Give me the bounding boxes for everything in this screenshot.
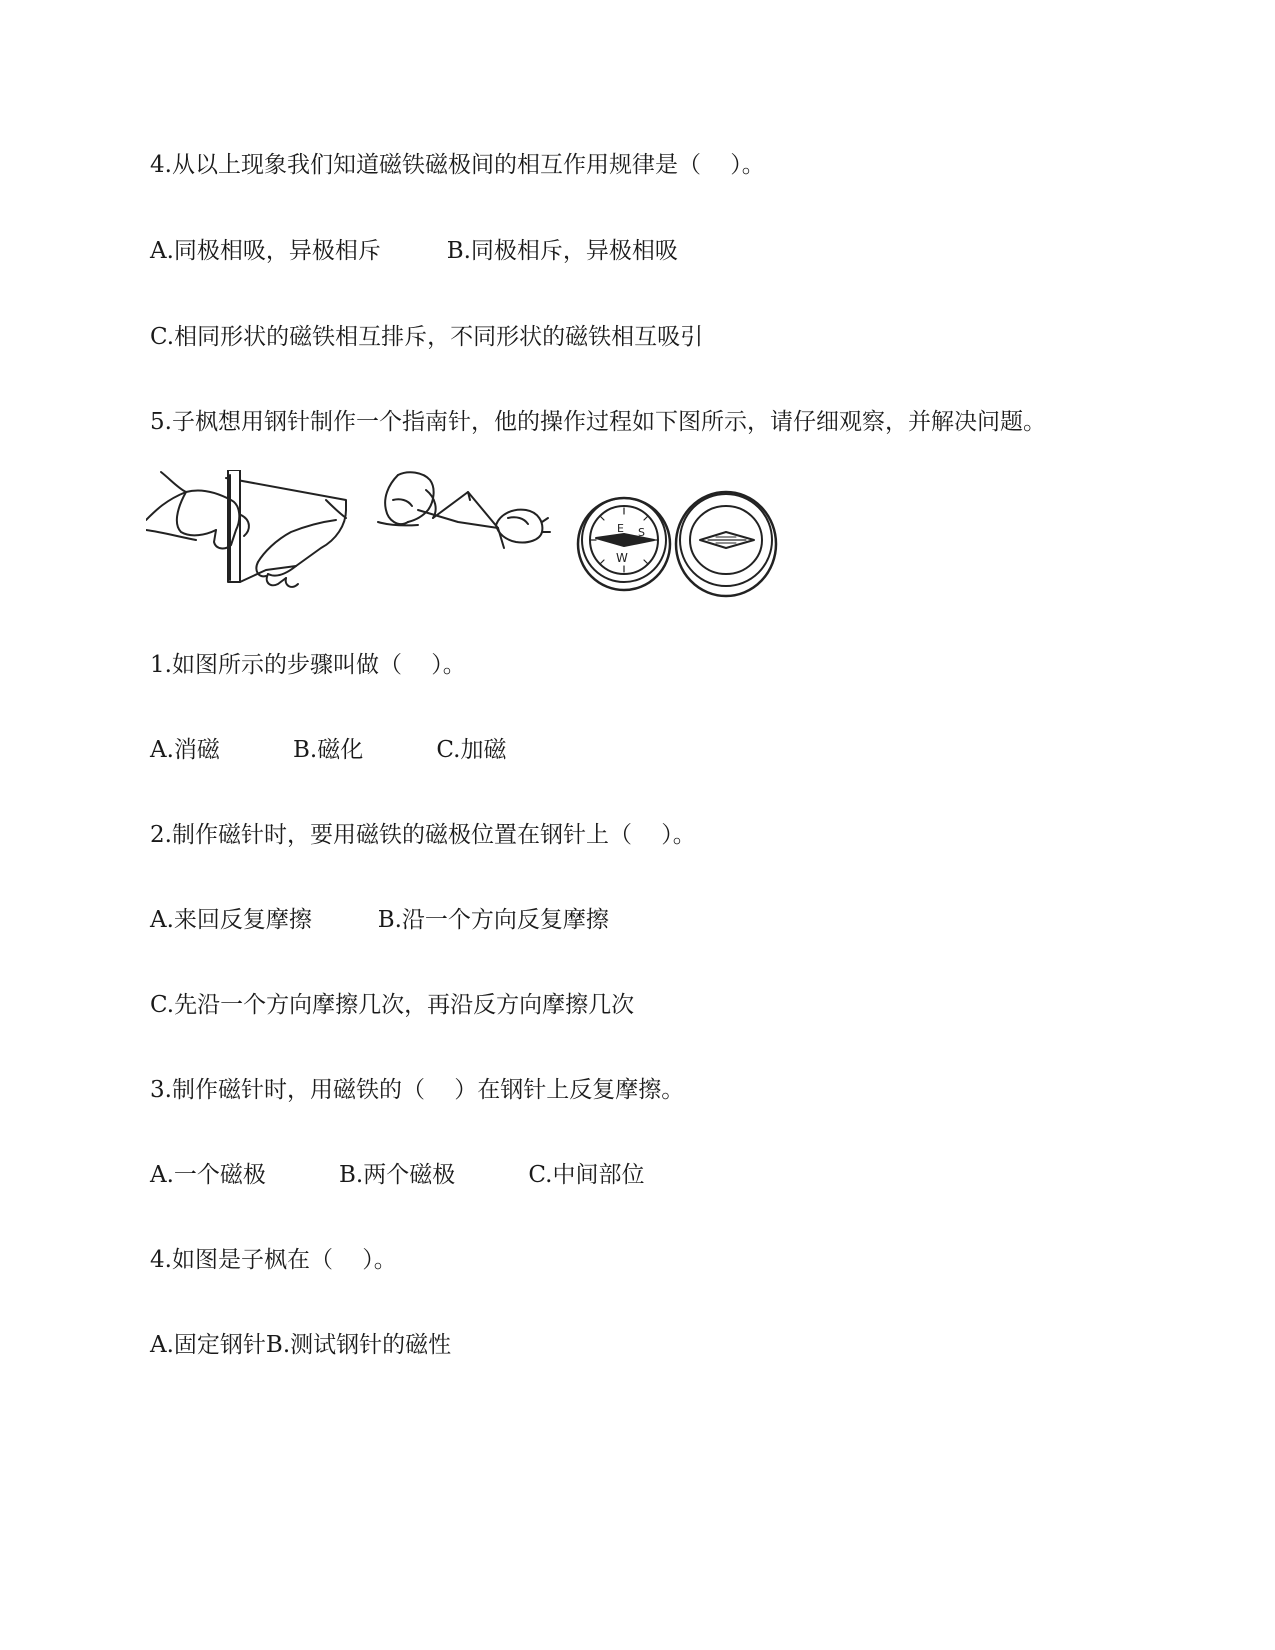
compass-letter-w: W: [616, 551, 628, 565]
compass-letter-e: E: [617, 522, 624, 535]
question-5-stem: 5.子枫想用钢针制作一个指南针，他的操作过程如下图所示，请仔细观察，并解决问题。: [150, 409, 1046, 435]
question-4-stem: 4.从以上现象我们知道磁铁磁极间的相互作用规律是（ ）。: [150, 152, 765, 178]
question-4-option-c: C.相同形状的磁铁相互排斥，不同形状的磁铁相互吸引: [150, 324, 704, 350]
water-dish-image: [676, 492, 776, 596]
rubbing-hands-image: [146, 470, 346, 587]
sub-question-4-options: A.固定钢针B.测试钢针的磁性: [150, 1332, 452, 1358]
compass-image: [578, 498, 670, 590]
sub-question-2-options-ab: A.来回反复摩擦 B.沿一个方向反复摩擦: [150, 907, 609, 933]
compass-letter-s: S: [638, 526, 645, 539]
sub-question-1-stem: 1.如图所示的步骤叫做（ ）。: [150, 652, 466, 678]
question-4-options-ab: A.同极相吸，异极相斥 B.同极相斥，异极相吸: [150, 238, 678, 264]
sub-question-1-options: A.消磁 B.磁化 C.加磁: [150, 737, 507, 763]
sub-question-4-stem: 4.如图是子枫在（ ）。: [150, 1247, 397, 1273]
sub-question-3-options: A.一个磁极 B.两个磁极 C.中间部位: [150, 1162, 645, 1188]
sub-question-2-option-c: C.先沿一个方向摩擦几次，再沿反方向摩擦几次: [150, 992, 635, 1018]
sub-question-2-stem: 2.制作磁针时，要用磁铁的磁极位置在钢针上（ ）。: [150, 822, 696, 848]
compass-making-illustration: [146, 470, 816, 620]
sub-question-3-stem: 3.制作磁针时，用磁铁的（ ）在钢针上反复摩擦。: [150, 1077, 685, 1103]
holding-needle-image: [378, 472, 550, 548]
